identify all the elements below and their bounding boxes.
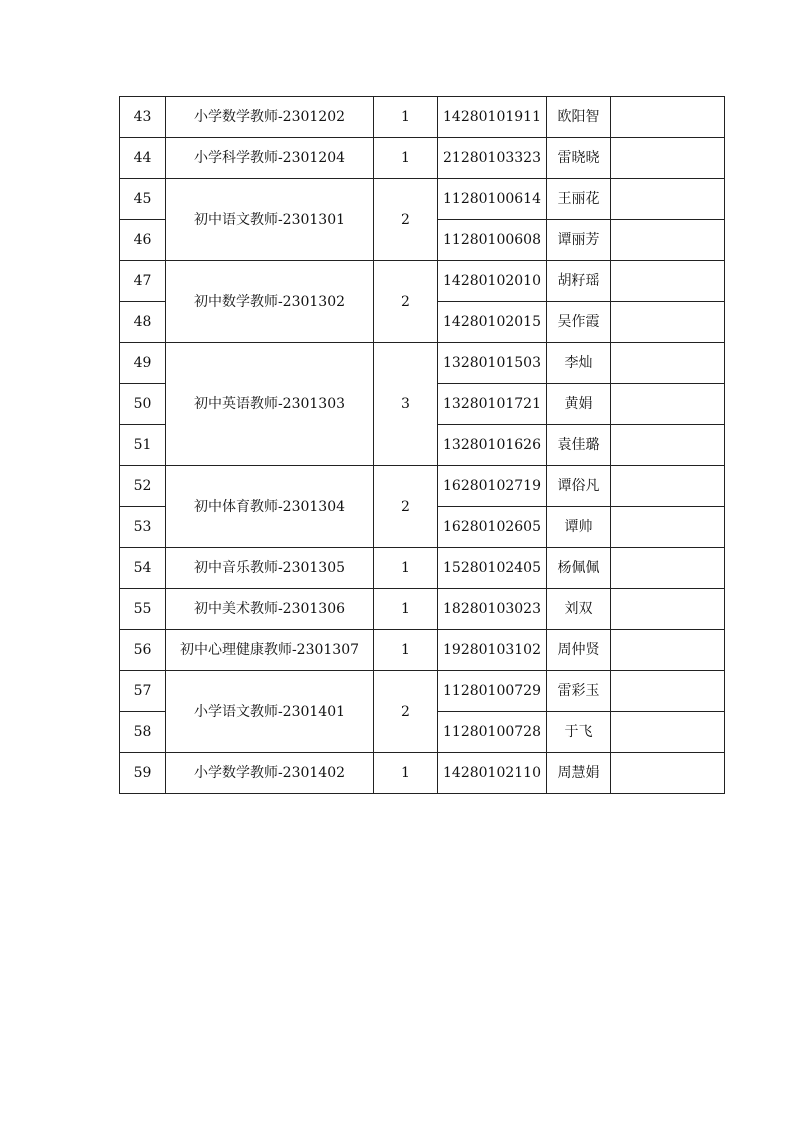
- table-row: [120, 671, 725, 712]
- roster-table: [119, 96, 725, 794]
- remarks-cell: [611, 343, 725, 384]
- remarks-cell: [611, 671, 725, 712]
- candidate-name-cell: 谭帅: [547, 507, 611, 548]
- hire-count-cell: 2: [374, 671, 438, 753]
- remarks-cell: [611, 589, 725, 630]
- candidate-name-cell: 雷晓晓: [547, 138, 611, 179]
- row-number-cell: 46: [120, 220, 166, 261]
- remarks-cell: [611, 220, 725, 261]
- row-number-cell: 50: [120, 384, 166, 425]
- candidate-name-cell: 胡籽瑶: [547, 261, 611, 302]
- candidate-name-cell: 于飞: [547, 712, 611, 753]
- position-cell: 初中美术教师-2301306: [166, 589, 374, 630]
- exam-id-cell: 11280100729: [438, 671, 547, 712]
- exam-id-cell: 14280102010: [438, 261, 547, 302]
- position-cell: 初中心理健康教师-2301307: [166, 630, 374, 671]
- row-number-cell: 49: [120, 343, 166, 384]
- row-number-cell: 55: [120, 589, 166, 630]
- table-row: [120, 261, 725, 302]
- candidate-name-cell: 谭俗凡: [547, 466, 611, 507]
- position-cell: 小学数学教师-2301202: [166, 97, 374, 138]
- row-number-cell: 52: [120, 466, 166, 507]
- exam-id-cell: 18280103023: [438, 589, 547, 630]
- candidate-name-cell: 李灿: [547, 343, 611, 384]
- remarks-cell: [611, 179, 725, 220]
- hire-count-cell: 1: [374, 97, 438, 138]
- row-number-cell: 51: [120, 425, 166, 466]
- row-number-cell: 45: [120, 179, 166, 220]
- remarks-cell: [611, 97, 725, 138]
- exam-id-cell: 13280101721: [438, 384, 547, 425]
- row-number-cell: 43: [120, 97, 166, 138]
- exam-id-cell: 11280100608: [438, 220, 547, 261]
- exam-id-cell: 19280103102: [438, 630, 547, 671]
- candidate-name-cell: 吴作霞: [547, 302, 611, 343]
- table-row: [120, 179, 725, 220]
- candidate-name-cell: 黄娟: [547, 384, 611, 425]
- row-number-cell: 54: [120, 548, 166, 589]
- remarks-cell: [611, 507, 725, 548]
- table-row: [120, 97, 725, 138]
- exam-id-cell: 15280102405: [438, 548, 547, 589]
- candidate-name-cell: 王丽花: [547, 179, 611, 220]
- remarks-cell: [611, 630, 725, 671]
- table-row: [120, 589, 725, 630]
- position-cell: 初中音乐教师-2301305: [166, 548, 374, 589]
- candidate-name-cell: 袁佳璐: [547, 425, 611, 466]
- remarks-cell: [611, 302, 725, 343]
- exam-id-cell: 11280100614: [438, 179, 547, 220]
- exam-id-cell: 14280102110: [438, 753, 547, 794]
- row-number-cell: 53: [120, 507, 166, 548]
- remarks-cell: [611, 712, 725, 753]
- candidate-name-cell: 杨佩佩: [547, 548, 611, 589]
- table-row: [120, 343, 725, 384]
- candidate-name-cell: 刘双: [547, 589, 611, 630]
- exam-id-cell: 14280102015: [438, 302, 547, 343]
- hire-count-cell: 1: [374, 548, 438, 589]
- exam-id-cell: 16280102719: [438, 466, 547, 507]
- position-cell: 小学语文教师-2301401: [166, 671, 374, 753]
- table-row: [120, 753, 725, 794]
- table-row: [120, 548, 725, 589]
- hire-count-cell: 2: [374, 179, 438, 261]
- exam-id-cell: 13280101626: [438, 425, 547, 466]
- remarks-cell: [611, 138, 725, 179]
- hire-count-cell: 1: [374, 138, 438, 179]
- candidate-name-cell: 雷彩玉: [547, 671, 611, 712]
- exam-id-cell: 11280100728: [438, 712, 547, 753]
- candidate-name-cell: 谭丽芳: [547, 220, 611, 261]
- hire-count-cell: 2: [374, 466, 438, 548]
- table-row: [120, 630, 725, 671]
- row-number-cell: 57: [120, 671, 166, 712]
- candidate-name-cell: 欧阳智: [547, 97, 611, 138]
- hire-count-cell: 2: [374, 261, 438, 343]
- exam-id-cell: 14280101911: [438, 97, 547, 138]
- hire-count-cell: 1: [374, 589, 438, 630]
- row-number-cell: 47: [120, 261, 166, 302]
- exam-id-cell: 21280103323: [438, 138, 547, 179]
- position-cell: 小学科学教师-2301204: [166, 138, 374, 179]
- exam-id-cell: 13280101503: [438, 343, 547, 384]
- remarks-cell: [611, 466, 725, 507]
- remarks-cell: [611, 384, 725, 425]
- remarks-cell: [611, 548, 725, 589]
- remarks-cell: [611, 261, 725, 302]
- roster-body: [120, 97, 725, 794]
- row-number-cell: 48: [120, 302, 166, 343]
- candidate-name-cell: 周慧娟: [547, 753, 611, 794]
- row-number-cell: 59: [120, 753, 166, 794]
- remarks-cell: [611, 425, 725, 466]
- exam-id-cell: 16280102605: [438, 507, 547, 548]
- table-row: [120, 138, 725, 179]
- position-cell: 初中英语教师-2301303: [166, 343, 374, 466]
- row-number-cell: 44: [120, 138, 166, 179]
- position-cell: 初中数学教师-2301302: [166, 261, 374, 343]
- hire-count-cell: 1: [374, 753, 438, 794]
- position-cell: 初中体育教师-2301304: [166, 466, 374, 548]
- position-cell: 小学数学教师-2301402: [166, 753, 374, 794]
- candidate-name-cell: 周仲贤: [547, 630, 611, 671]
- table-row: [120, 466, 725, 507]
- row-number-cell: 58: [120, 712, 166, 753]
- hire-count-cell: 1: [374, 630, 438, 671]
- hire-count-cell: 3: [374, 343, 438, 466]
- position-cell: 初中语文教师-2301301: [166, 179, 374, 261]
- remarks-cell: [611, 753, 725, 794]
- row-number-cell: 56: [120, 630, 166, 671]
